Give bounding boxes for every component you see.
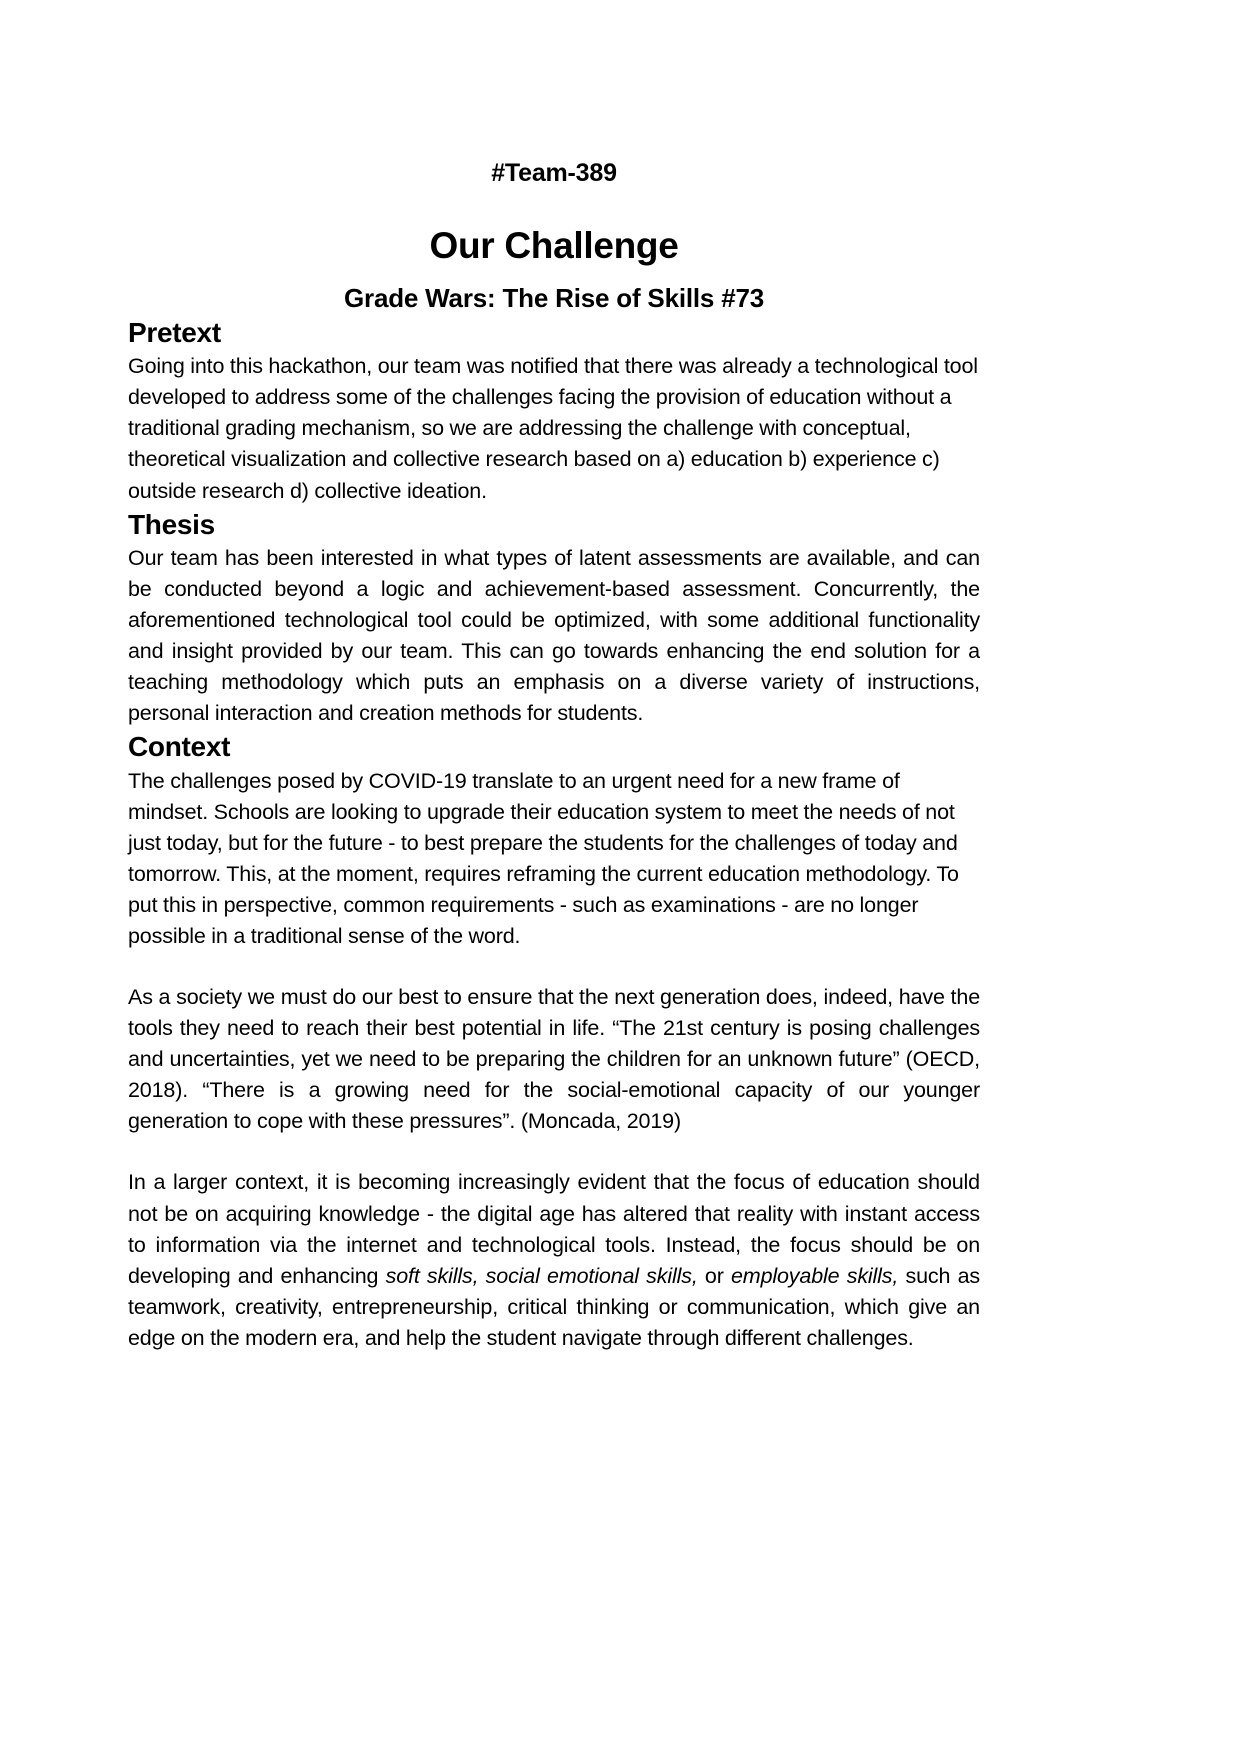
- context-paragraph-1: The challenges posed by COVID-19 translate to an urgent need for a new frame of mindset. Schools are looking to upgrade their education system to meet the needs of not just today, but for the future - to best prepare the students for the challenges of today and tomorrow. This, at the moment, requires reframing the current education methodology. To put this in perspective, common requirements - such as examinations - are no longer possible in a traditional sense of the word.: [128, 768, 959, 949]
- section-heading-context: Context: [128, 731, 231, 763]
- context-paragraph-2: As a society we must do our best to ensure that the next generation does, indeed, have the tools they need to reach their best potential in life. “The 21st century is posing challenges and uncertainties, yet we need to be preparing the children for an unknown future” (OECD, 2018). “There is a growing need for the social-emotional capacity of our younger generation to cope with these pressures”. (Moncada, 2019): [128, 985, 980, 1134]
- context-p3-italic-1: soft skills, social emotional skills,: [385, 1263, 698, 1288]
- page-subtitle: Grade Wars: The Rise of Skills #73: [344, 283, 764, 314]
- pretext-paragraph: Going into this hackathon, our team was notified that there was already a technological tool developed to address some of the challenges facing the provision of education without a traditional grading mechanism, so we are addressing the challenge with conceptual, theoretical visualization and collective research based on a) education b) experience c) outside research d) collective ideation.: [128, 354, 978, 503]
- thesis-paragraph: Our team has been interested in what types of latent assessments are available, and can be conducted beyond a logic and achievement-based assessment. Concurrently, the aforementioned technological tool could be optimized, with some additional functionality and insight provided by our team. This can go towards enhancing the end solution for a teaching methodology which puts an emphasis on a diverse variety of instructions, personal interaction and creation methods for students.: [128, 545, 980, 726]
- context-p3-text-1: In a larger context, it is becoming increasingly evident that the focus of education should not be on acquiring knowledge - the digital age has altered that reality with instant access to information via the internet and technological tools. Instead, the focus should be on developing and enhancing: [128, 1170, 980, 1288]
- document-content: [128, 0, 980, 1354]
- context-p3-italic-2: employable skills,: [731, 1263, 899, 1288]
- section-heading-thesis: Thesis: [128, 508, 215, 540]
- context-p3-text-3: such as teamwork, creativity, entrepreneurship, critical thinking or communication, which give an edge on the modern era, and help the student navigate through different challenges.: [128, 1263, 980, 1350]
- context-p3-text-2: or: [697, 1263, 731, 1288]
- section-heading-pretext: Pretext: [128, 316, 221, 348]
- page-title: Our Challenge: [429, 225, 679, 266]
- context-paragraph-3: [128, 1167, 980, 1353]
- team-tag: #Team-389: [491, 159, 617, 187]
